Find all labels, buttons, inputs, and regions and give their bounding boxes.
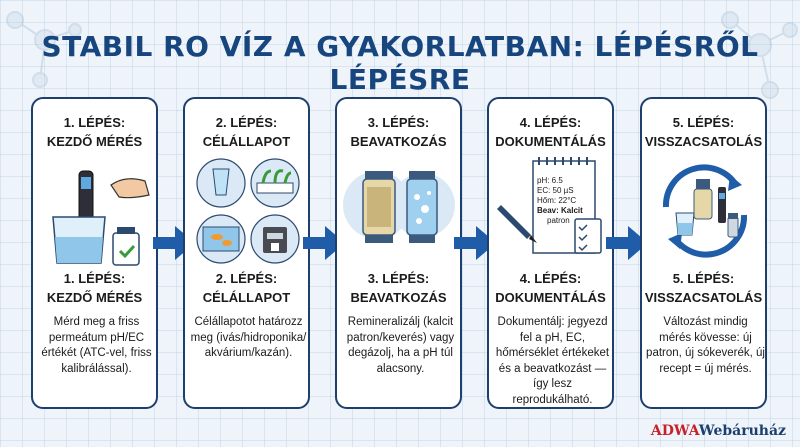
step-4-header — [489, 113, 612, 151]
notepad-line-2: EC: 50 µS — [537, 186, 574, 195]
step-4-number: 4. LÉPÉS: — [519, 115, 582, 130]
notepad-icon — [495, 157, 608, 267]
step-3-number-repeat: 3. LÉPÉS: — [367, 271, 430, 286]
step-3-subheader — [337, 269, 460, 307]
step-2-description: Célállapotot határozz meg (ivás/hidroponika/ akvárium/kazán). — [190, 316, 307, 359]
step-5-number: 5. LÉPÉS: — [672, 115, 735, 130]
step-5-subheader — [642, 269, 765, 307]
notepad-line-5: patron — [547, 216, 570, 225]
step-5-number-repeat: 5. LÉPÉS: — [672, 271, 735, 286]
step-1-number: 1. LÉPÉS: — [63, 115, 126, 130]
step-1-name-repeat: KEZDŐ MÉRÉS — [46, 290, 143, 305]
filter-cartridge-icon — [343, 157, 456, 267]
step-3-header — [337, 113, 460, 151]
notepad-line-4: Beav: Kalcit — [537, 206, 583, 215]
step-card-1 — [31, 97, 158, 409]
step-1-subheader — [33, 269, 156, 307]
step-3-number: 3. LÉPÉS: — [367, 115, 430, 130]
step-3-name: BEAVATKOZÁS — [350, 134, 447, 149]
step-card-2 — [183, 97, 310, 409]
step-4-name: DOKUMENTÁLÁS — [495, 134, 606, 149]
step-5-name: VISSZACSATOLÁS — [644, 134, 763, 149]
step-5-description: Változást mindig mérés kövesse: új patron, új sókeverék, új recept = új mérés. — [646, 316, 765, 375]
step-1-description: Mérd meg a friss permeátum pH/EC értékét (ATC-vel, friss kalibrálással). — [41, 316, 152, 375]
step-card-4 — [487, 97, 614, 409]
step-1-name: KEZDŐ MÉRÉS — [46, 134, 143, 149]
step-card-3 — [335, 97, 462, 409]
step-2-name: CÉLÁLLAPOT — [202, 134, 291, 149]
step-card-5 — [640, 97, 767, 409]
step-1-number-repeat: 1. LÉPÉS: — [63, 271, 126, 286]
step-2-header — [185, 113, 308, 151]
step-2-number: 2. LÉPÉS: — [215, 115, 278, 130]
ph-meter-icon — [39, 157, 152, 267]
step-4-description: Dokumentálj: jegyezd fel a pH, EC, hőmérséklet értékeket és a beavatkozást — így lesz reprodukálható. — [495, 316, 610, 406]
step-4-subheader — [489, 269, 612, 307]
step-3-name-repeat: BEAVATKOZÁS — [350, 290, 447, 305]
brand-logo-part2: Webáruház — [698, 423, 786, 439]
brand-logo — [651, 423, 786, 439]
page-title: STABIL RO VÍZ A GYAKORLATBAN: LÉPÉSRŐL LÉPÉSRE — [41, 30, 759, 96]
step-1-header — [33, 113, 156, 151]
notepad-line-3: Hőm: 22°C — [537, 196, 577, 205]
target-use-icon — [191, 157, 304, 267]
step-2-number-repeat: 2. LÉPÉS: — [215, 271, 278, 286]
step-5-header — [642, 113, 765, 151]
step-4-number-repeat: 4. LÉPÉS: — [519, 271, 582, 286]
step-2-name-repeat: CÉLÁLLAPOT — [202, 290, 291, 305]
step-5-name-repeat: VISSZACSATOLÁS — [644, 290, 763, 305]
pen-icon — [497, 205, 537, 243]
step-2-subheader — [185, 269, 308, 307]
brand-logo-part1: ADWA — [650, 423, 699, 439]
step-3-description: Remineralizálj (kalcit patron/keverés) vagy degázolj, ha a pH túl alacsony. — [346, 316, 455, 375]
step-4-name-repeat: DOKUMENTÁLÁS — [495, 290, 606, 305]
feedback-cycle-icon — [648, 157, 761, 267]
notepad-line-1: pH: 6.5 — [537, 176, 563, 185]
